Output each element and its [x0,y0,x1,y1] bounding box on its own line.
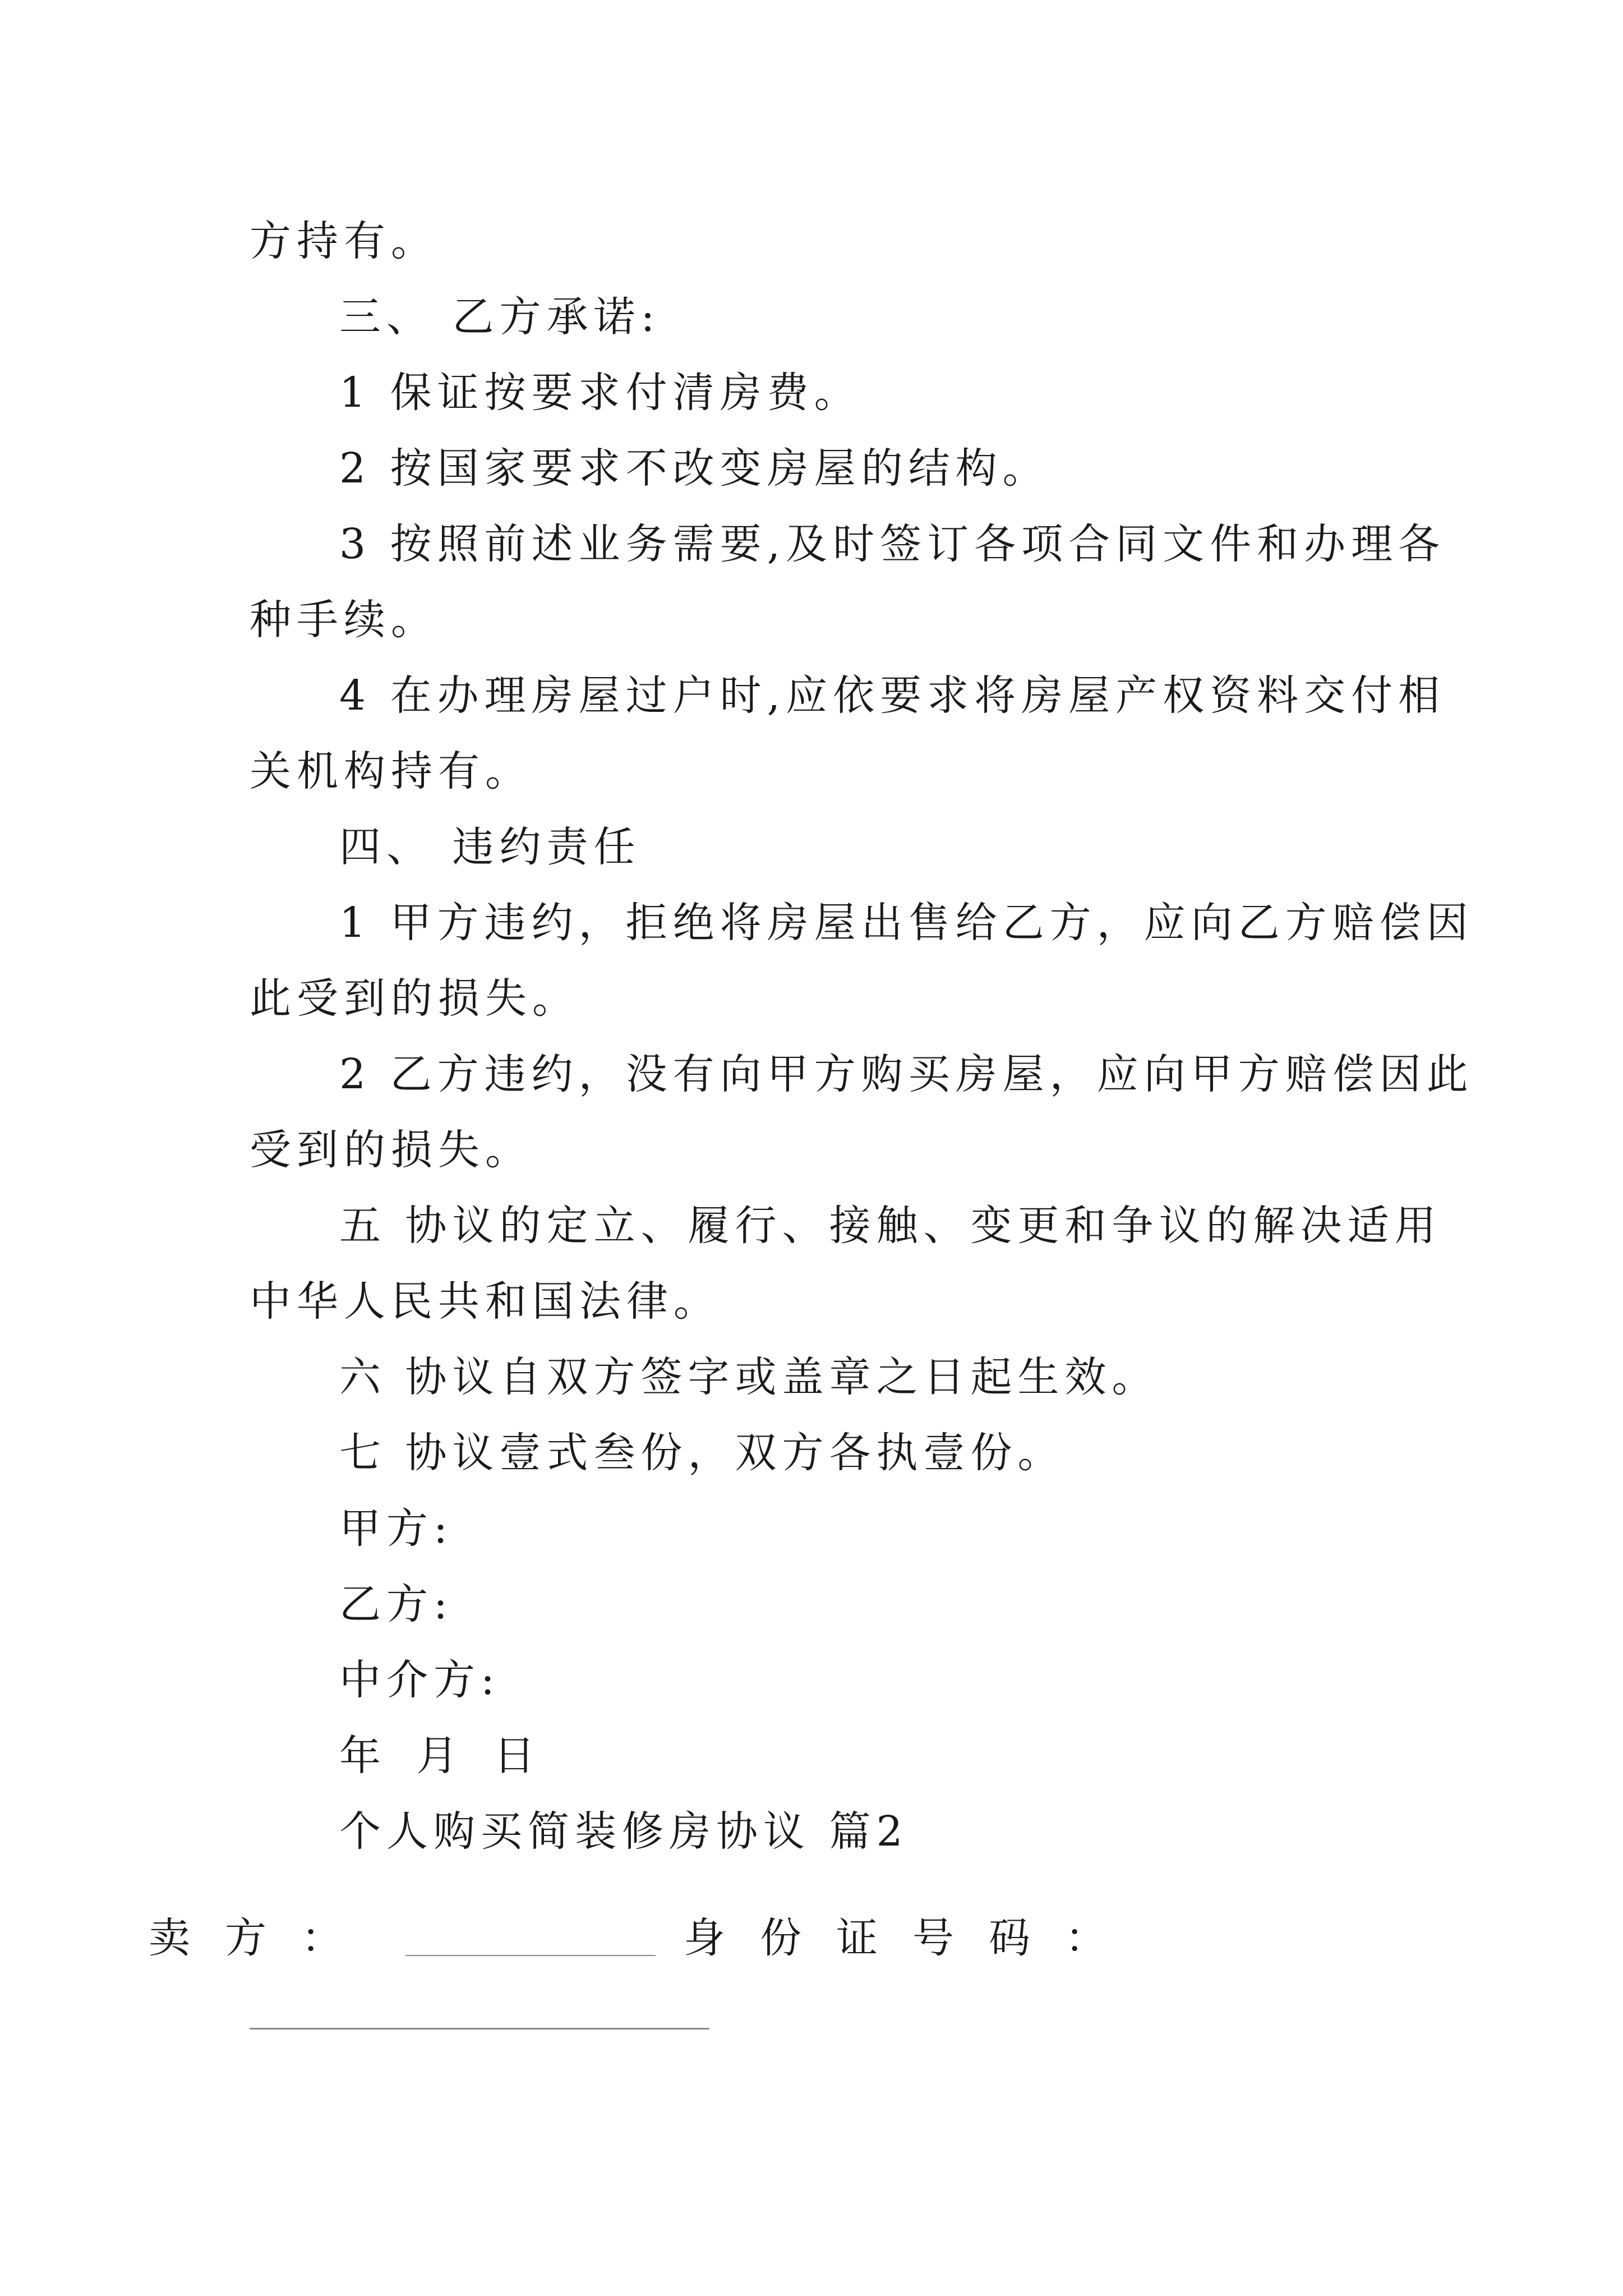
section-heading-4: 四、 违约责任 [339,823,641,871]
clause-4-2-line-2: 受到的损失。 [250,1126,532,1174]
clause-3-4-line-2: 关机构持有。 [250,747,532,795]
clause-3-3-line-2: 种手续。 [250,596,438,644]
seller-label: 卖方： [149,1914,377,1962]
party-b-label: 乙方: [339,1580,453,1628]
clause-5-line-2: 中华人民共和国法律。 [250,1277,721,1326]
clause-4-2-line-1: 2 乙方违约，没有向甲方购买房屋，应向甲方赔偿因此 [339,1050,1474,1098]
id-number-blank[interactable] [250,2028,709,2030]
clause-4-1-line-1: 1 甲方违约，拒绝将房屋出售给乙方，应向乙方赔偿因 [339,899,1474,947]
seller-row [149,1910,1141,1966]
agent-label: 中介方: [339,1656,500,1704]
seller-name-blank[interactable] [405,1954,656,1956]
paragraph-continuation: 方持有。 [250,217,438,265]
section-heading-3: 三、 乙方承诺: [339,293,661,341]
clause-3-1: 1 保证按要求付清房费。 [339,369,861,417]
date-line: 年 月 日 [339,1732,547,1780]
clause-3-4-line-1: 4 在办理房屋过户时,应依要求将房屋产权资料交付相 [339,671,1446,720]
clause-3-3-line-1: 3 按照前述业务需要,及时签订各项合同文件和办理各 [339,520,1446,568]
party-a-label: 甲方: [339,1504,453,1553]
section-title-2: 个人购买简装修房协议 篇2 [339,1807,909,1856]
clause-6: 六 协议自双方签字或盖章之日起生效。 [339,1353,1159,1401]
clause-5-line-1: 五 协议的定立、履行、接触、变更和争议的解决适用 [339,1202,1442,1250]
clause-3-2: 2 按国家要求不改变房屋的结构。 [339,444,1050,493]
id-number-label: 身份证号码： [684,1914,1141,1962]
clause-4-1-line-2: 此受到的损失。 [250,974,579,1023]
clause-7: 七 协议壹式叁份，双方各执壹份。 [339,1429,1065,1477]
